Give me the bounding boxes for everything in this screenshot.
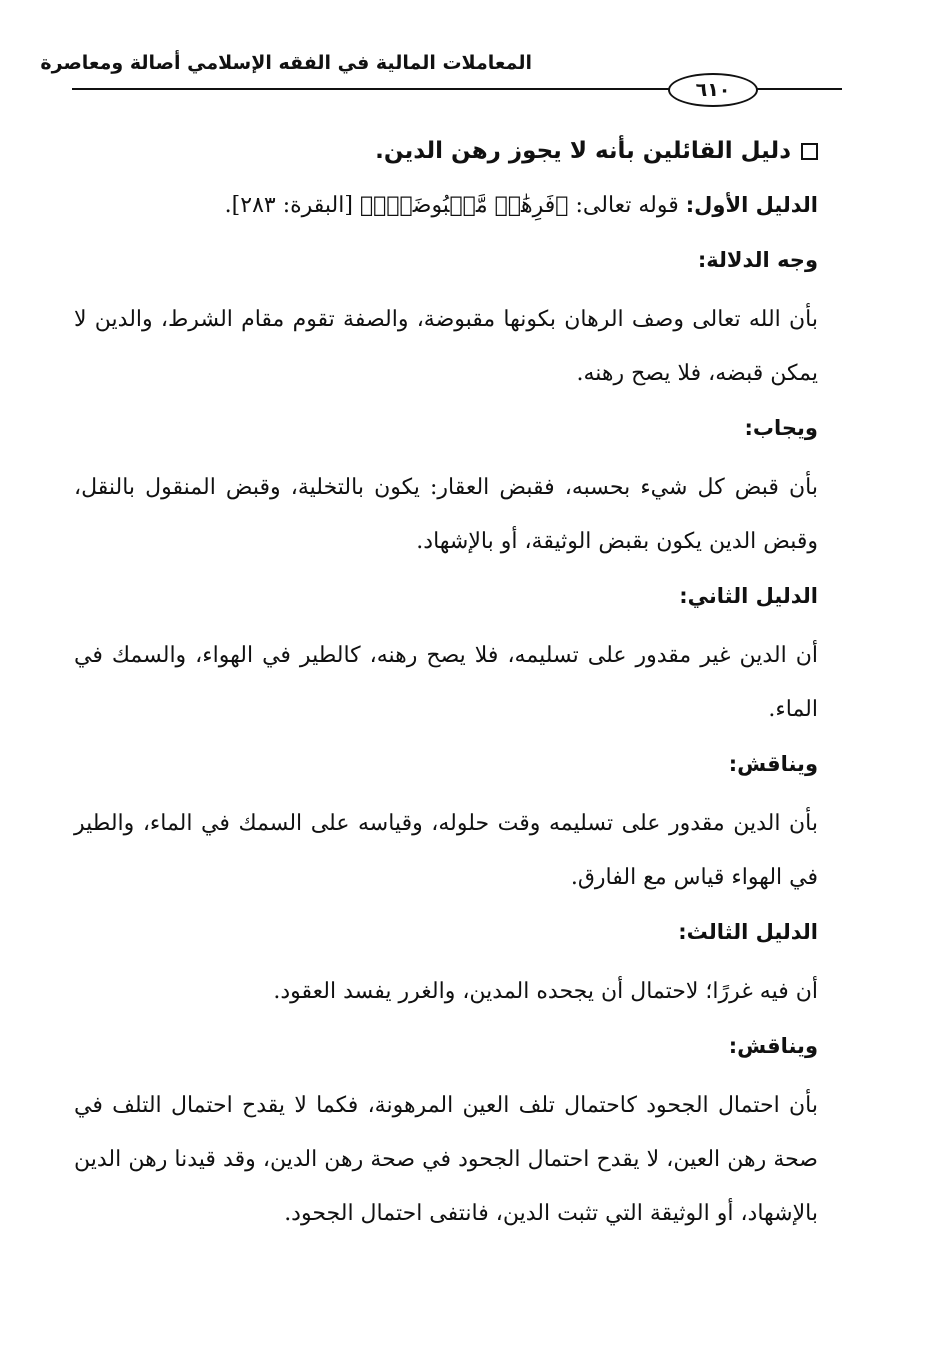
- evidence-2-text: أن الدين غير مقدور على تسليمه، فلا يصح رهنه، كالطير في الهواء، والسمك في الماء.: [74, 643, 818, 722]
- square-bullet-icon: [801, 143, 818, 160]
- reasoning-1-text: بأن الله تعالى وصف الرهان بكونها مقبوضة، والصفة تقوم مقام الشرط، والدين لا يمكن قبضه، فلا يصح رهنه.: [74, 307, 818, 386]
- quran-verse: ﴿فَرِهَٰنٞ مَّقۡبُوضَةٞۖ﴾: [359, 193, 569, 218]
- discussion-3-text: بأن احتمال الجحود كاحتمال تلف العين المرهونة، فكما لا يقدح احتمال التلف في صحة رهن العين، لا يقدح احتمال الجحود في صحة رهن الدين، وقد قيدنا رهن الدين بالإشهاد، أو الوثيقة التي تثبت الدين، فانتفى احتمال الجحود.: [74, 1093, 818, 1226]
- answer-1-label: ويجاب:: [744, 416, 818, 440]
- discussion-3-label: ويناقش:: [728, 1034, 818, 1058]
- running-header-title: المعاملات المالية في الفقه الإسلامي أصالة ومعاصرة: [40, 52, 532, 74]
- page-body: [74, 124, 818, 1241]
- reasoning-1-label: وجه الدلالة:: [697, 248, 818, 272]
- evidence-2-label: الدليل الثاني:: [679, 584, 818, 608]
- evidence-3-text: أن فيه غررًا؛ لاحتمال أن يجحده المدين، والغرر يفسد العقود.: [273, 979, 818, 1004]
- evidence-1-label: الدليل الأول:: [685, 193, 818, 217]
- section-title: دليل القائلين بأنه لا يجوز رهن الدين.: [375, 138, 791, 164]
- section-heading: [74, 124, 818, 178]
- answer-1-text: بأن قبض كل شيء بحسبه، فقبض العقار: يكون بالتخلية، وقبض المنقول بالنقل، وقبض الدين يكون بقبض الوثيقة، أو بالإشهاد.: [74, 475, 818, 554]
- verse-reference: [البقرة: ٢٨٣].: [224, 193, 353, 218]
- evidence-1-line: [74, 178, 818, 233]
- discussion-2-label: ويناقش:: [728, 752, 818, 776]
- evidence-1-intro: قوله تعالى:: [575, 193, 679, 218]
- discussion-2-text: بأن الدين مقدور على تسليمه وقت حلوله، وقياسه على السمك في الماء، والطير في الهواء قياس مع الفارق.: [74, 811, 818, 890]
- evidence-3-label: الدليل الثالث:: [678, 920, 818, 944]
- page-number: ٦١٠: [668, 73, 758, 107]
